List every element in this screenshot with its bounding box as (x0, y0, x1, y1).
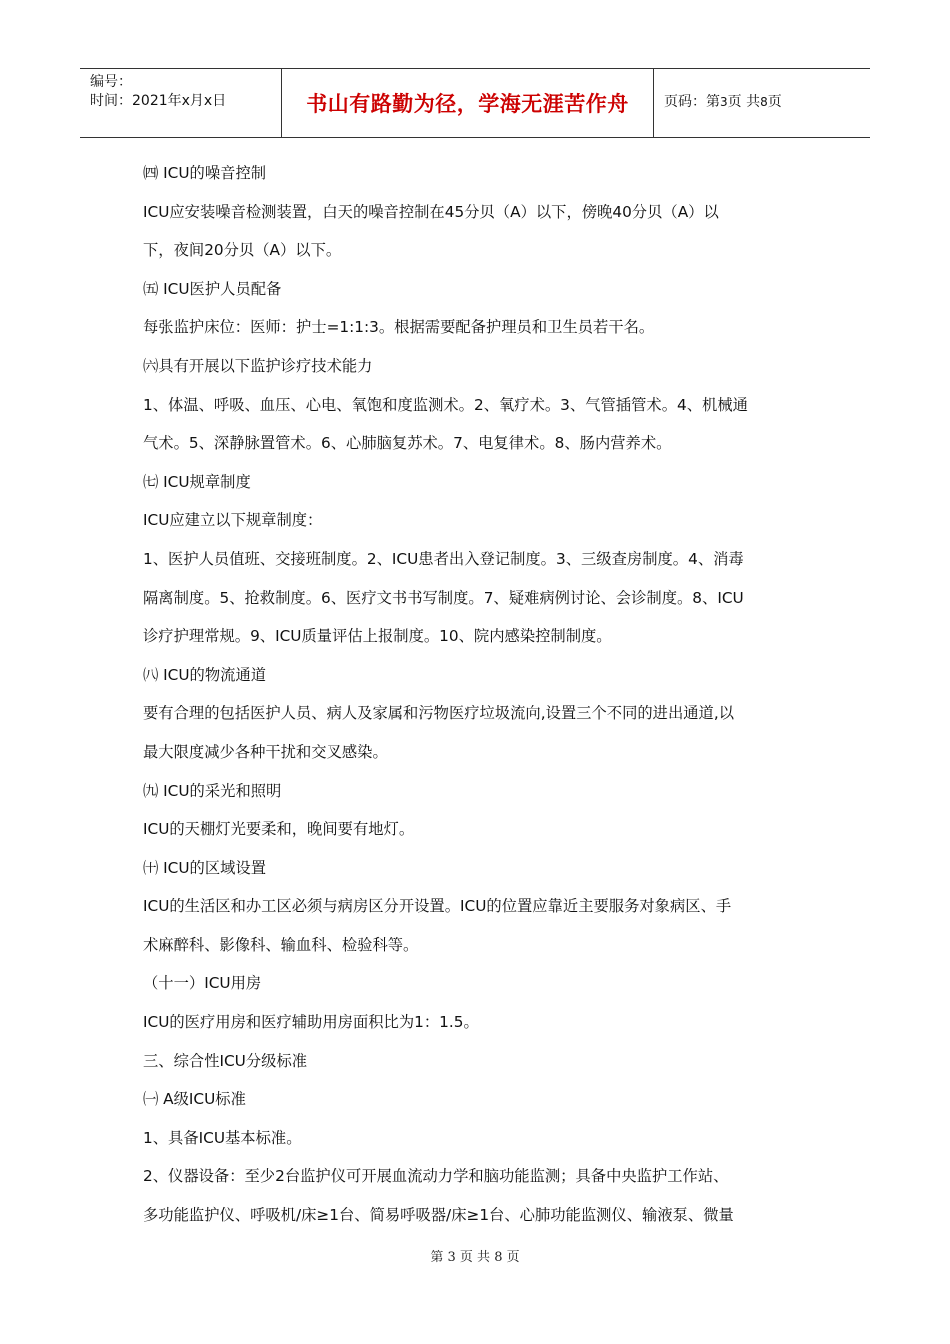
text-line: 多功能监护仪、呼吸机/床≥1台、简易呼吸器/床≥1台、心肺功能监测仪、输液泵、微量 (143, 1206, 734, 1225)
footer-suffix: 页 (506, 1250, 520, 1265)
document-number-label: 编号： (90, 74, 132, 90)
text-line: 诊疗护理常规。9、ICU质量评估上报制度。10、院内感染控制制度。 (143, 627, 612, 646)
text-line: ICU的生活区和办工区必须与病房区分开设置。ICU的位置应靠近主要服务对象病区、手 (143, 897, 732, 916)
page-header (80, 68, 870, 138)
header-meta (80, 69, 282, 137)
page-suffix: 页 (767, 94, 782, 110)
motto: 书山有路勤为径，学海无涯苦作舟 (306, 91, 629, 116)
text-line: ㈤ ICU医护人员配备 (143, 279, 282, 298)
text-line: ㈠ A级ICU标准 (143, 1090, 246, 1109)
text-line: ㈣ ICU的噪音控制 (143, 164, 267, 182)
text-line: 1、医护人员值班、交接班制度。2、ICU患者出入登记制度。3、三级查房制度。4、消毒 (143, 549, 744, 568)
text-line: 三、综合性ICU分级标准 (143, 1051, 308, 1070)
text-line: ㈧ ICU的物流通道 (143, 665, 267, 684)
header-motto-cell (282, 69, 654, 137)
text-line: ICU应建立以下规章制度： (143, 511, 323, 530)
text-line: 隔离制度。5、抢救制度。6、医疗文书书写制度。7、疑难病例讨论、会诊制度。8、ICU (143, 588, 744, 607)
text-line: 每张监护床位：医师：护士=1:1:3。根据需要配备护理员和卫生员若干名。 (143, 318, 655, 337)
text-line: 2、仪器设备：至少2台监护仪可开展血流动力学和脑功能监测；具备中央监护工作站、 (143, 1167, 729, 1186)
header-page-info (654, 69, 870, 137)
page-footer (0, 1246, 950, 1265)
text-line: 气术。5、深静脉置管术。6、心肺脑复苏术。7、电复律术。8、肠内营养术。 (143, 434, 672, 453)
text-line: 1、体温、呼吸、血压、心电、氧饱和度监测术。2、氧疗术。3、气管插管术。4、机械通 (143, 395, 748, 414)
text-line: 术麻醉科、影像科、输血科、检验科等。 (143, 935, 419, 954)
footer-current-page: 3 (447, 1250, 456, 1265)
text-line: 下，夜间20分贝（A）以下。 (143, 241, 342, 260)
text-line: 最大限度减少各种干扰和交叉感染。 (143, 742, 388, 761)
page-current: 3 (720, 95, 728, 109)
text-line: ㈥具有开展以下监护诊疗技术能力 (143, 356, 373, 375)
footer-prefix: 第 (430, 1250, 444, 1265)
text-line: ICU的医疗用房和医疗辅助用房面积比为1：1.5。 (143, 1013, 479, 1032)
text-line: ICU的天棚灯光要柔和，晚间要有地灯。 (143, 820, 415, 839)
text-line: 1、具备ICU基本标准。 (143, 1128, 302, 1147)
text-line: ㈦ ICU规章制度 (143, 472, 251, 491)
page-mid: 页 共 (727, 94, 761, 110)
page-total: 8 (760, 95, 768, 109)
document-time: 时间：2021年x月x日 (90, 93, 227, 109)
text-line: ㈨ ICU的采光和照明 (143, 781, 282, 800)
footer-mid: 页 共 (459, 1250, 491, 1265)
page-prefix: 页码：第 (664, 94, 720, 110)
text-line: （十一）ICU用房 (143, 974, 262, 993)
document-body (143, 154, 813, 1235)
text-line: 要有合理的包括医护人员、病人及家属和污物医疗垃圾流向,设置三个不同的进出通道,以 (143, 704, 735, 723)
text-line: ㈩ ICU的区域设置 (143, 858, 267, 877)
footer-total-pages: 8 (494, 1250, 503, 1265)
text-line: ICU应安装噪音检测装置，白天的噪音控制在45分贝（A）以下，傍晚40分贝（A）以 (143, 202, 719, 221)
